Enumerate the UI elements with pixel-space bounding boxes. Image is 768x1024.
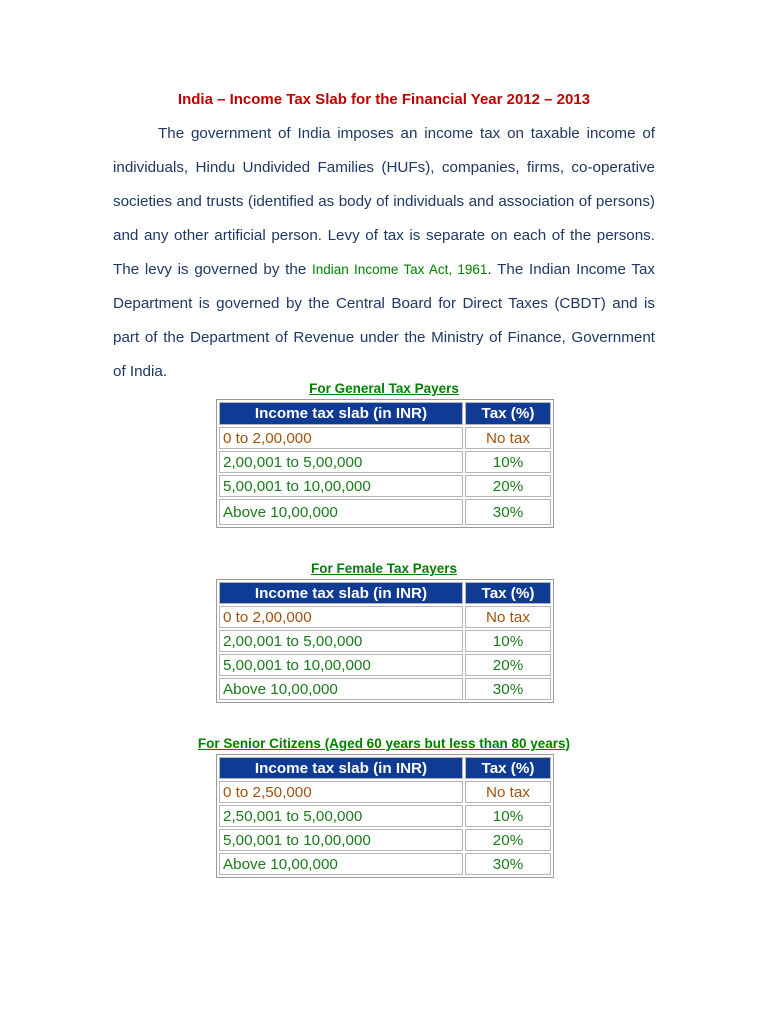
table-row xyxy=(219,678,551,700)
table-row xyxy=(219,654,551,676)
slab-cell: 0 to 2,00,000 xyxy=(219,606,463,628)
intro-text-start: The government of India imposes an income tax on taxable income of individuals, Hindu Undivided Families (HUFs), companies, firms, co-operative societies and trusts (identified as body of individuals and association of persons) and any other artificial person. Levy of tax is separate on each of the persons. The levy is governed by the xyxy=(113,125,655,278)
tax-cell: 10% xyxy=(465,805,551,827)
tax-column-header: Tax (%) xyxy=(465,402,551,425)
table-header-row xyxy=(219,757,551,779)
slab-cell: 5,00,001 to 10,00,000 xyxy=(219,475,463,497)
tax-cell: 20% xyxy=(465,829,551,851)
tax-cell: 30% xyxy=(465,499,551,525)
slab-cell: 2,50,001 to 5,00,000 xyxy=(219,805,463,827)
table-row xyxy=(219,805,551,827)
table-row xyxy=(219,781,551,803)
slab-column-header: Income tax slab (in INR) xyxy=(219,757,463,779)
table-row xyxy=(219,499,551,525)
tax-cell: 10% xyxy=(465,630,551,652)
slab-column-header: Income tax slab (in INR) xyxy=(219,582,463,604)
tax-cell: No tax xyxy=(465,606,551,628)
tax-cell: 30% xyxy=(465,678,551,700)
table-row xyxy=(219,630,551,652)
tax-column-header: Tax (%) xyxy=(465,582,551,604)
slab-cell: 2,00,001 to 5,00,000 xyxy=(219,451,463,473)
slab-cell: 0 to 2,50,000 xyxy=(219,781,463,803)
intro-paragraph xyxy=(113,117,655,389)
slab-cell: 5,00,001 to 10,00,000 xyxy=(219,829,463,851)
tax-cell: 30% xyxy=(465,853,551,875)
table-row xyxy=(219,853,551,875)
tax-cell: 10% xyxy=(465,451,551,473)
table-row xyxy=(219,451,551,473)
slab-cell: 2,00,001 to 5,00,000 xyxy=(219,630,463,652)
slab-cell: Above 10,00,000 xyxy=(219,678,463,700)
tax-cell: 20% xyxy=(465,654,551,676)
tax-column-header: Tax (%) xyxy=(465,757,551,779)
senior-citizens-heading: For Senior Citizens (Aged 60 years but less than 80 years) xyxy=(197,736,571,751)
slab-column-header: Income tax slab (in INR) xyxy=(219,402,463,425)
slab-cell: 0 to 2,00,000 xyxy=(219,427,463,449)
general-tax-table xyxy=(216,399,554,528)
page-title: India – Income Tax Slab for the Financial Year 2012 – 2013 xyxy=(177,91,591,108)
tax-cell: No tax xyxy=(465,781,551,803)
slab-cell: Above 10,00,000 xyxy=(219,853,463,875)
female-tax-table xyxy=(216,579,554,703)
tax-cell: 20% xyxy=(465,475,551,497)
slab-cell: Above 10,00,000 xyxy=(219,499,463,525)
table-row xyxy=(219,475,551,497)
table-header-row xyxy=(219,402,551,425)
senior-citizens-tax-table xyxy=(216,754,554,878)
tax-cell: No tax xyxy=(465,427,551,449)
slab-cell: 5,00,001 to 10,00,000 xyxy=(219,654,463,676)
general-tax-payers-heading: For General Tax Payers xyxy=(309,381,459,396)
table-header-row xyxy=(219,582,551,604)
table-row xyxy=(219,829,551,851)
female-tax-payers-heading: For Female Tax Payers xyxy=(310,561,458,576)
table-row xyxy=(219,427,551,449)
income-tax-act-link[interactable]: Indian Income Tax Act, 1961 xyxy=(312,262,488,277)
intro-text-end: . The Indian Income Tax Department is governed by the Central Board for Direct Taxes (CBDT) and is part of the Department of Revenue under the Ministry of Finance, Government of India. xyxy=(113,261,655,380)
table-row xyxy=(219,606,551,628)
